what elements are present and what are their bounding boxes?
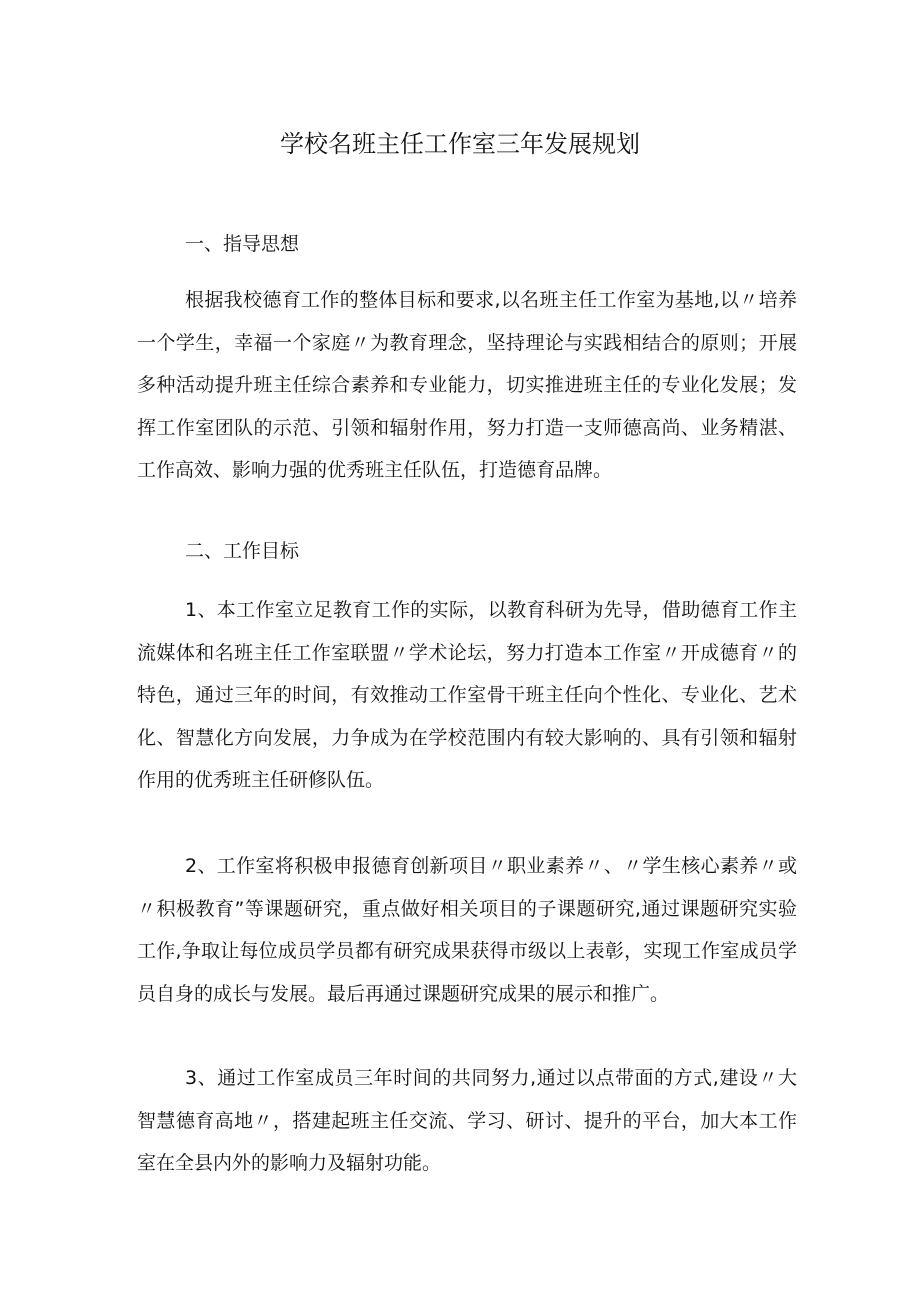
paragraph-guiding-ideology: 根据我校德育工作的整体目标和要求,以名班主任工作室为基地,以〃培养一个学生，幸福一个家庭〃为教育理念，坚持理论与实践相结合的原则；开展多种活动提升班主任综合素养和专业能力，切实推进班主任的专业化发展；发挥工作室团队的示范、引领和辐射作用，努力打造一支师德高尚、业务精湛、工作高效、影响力强的优秀班主任队伍，打造德育品牌。 xyxy=(137,289,797,481)
section-heading-work-goals: 二、工作目标 xyxy=(185,540,300,562)
paragraph-goal-2: 2、工作室将积极申报德育创新项目〃职业素养〃、〃学生核心素养〃或〃积极教育”等课题研究，重点做好相关项目的子课题研究,通过课题研究实验工作,争取让每位成员学员都有研究成果获得市级以上表彰，实现工作室成员学员自身的成长与发展。最后再通过课题研究成果的展示和推广。 xyxy=(137,855,797,1005)
paragraph-goal-1: 1、本工作室立足教育工作的实际，以教育科研为先导，借助德育工作主流媒体和名班主任工作室联盟〃学术论坛，努力打造本工作室〃开成德育〃的特色，通过三年的时间，有效推动工作室骨干班主任向个性化、专业化、艺术化、智慧化方向发展，力争成为在学校范围内有较大影响的、具有引领和辐射作用的优秀班主任研修队伍。 xyxy=(137,599,797,791)
section-heading-guiding-ideology: 一、指导思想 xyxy=(185,233,300,255)
paragraph-goal-3: 3、通过工作室成员三年时间的共同努力,通过以点带面的方式,建设〃大智慧德育高地〃，搭建起班主任交流、学习、研讨、提升的平台，加大本工作室在全县内外的影响力及辐射功能。 xyxy=(137,1067,797,1174)
document-title: 学校名班主任工作室三年发展规划 xyxy=(280,130,640,158)
